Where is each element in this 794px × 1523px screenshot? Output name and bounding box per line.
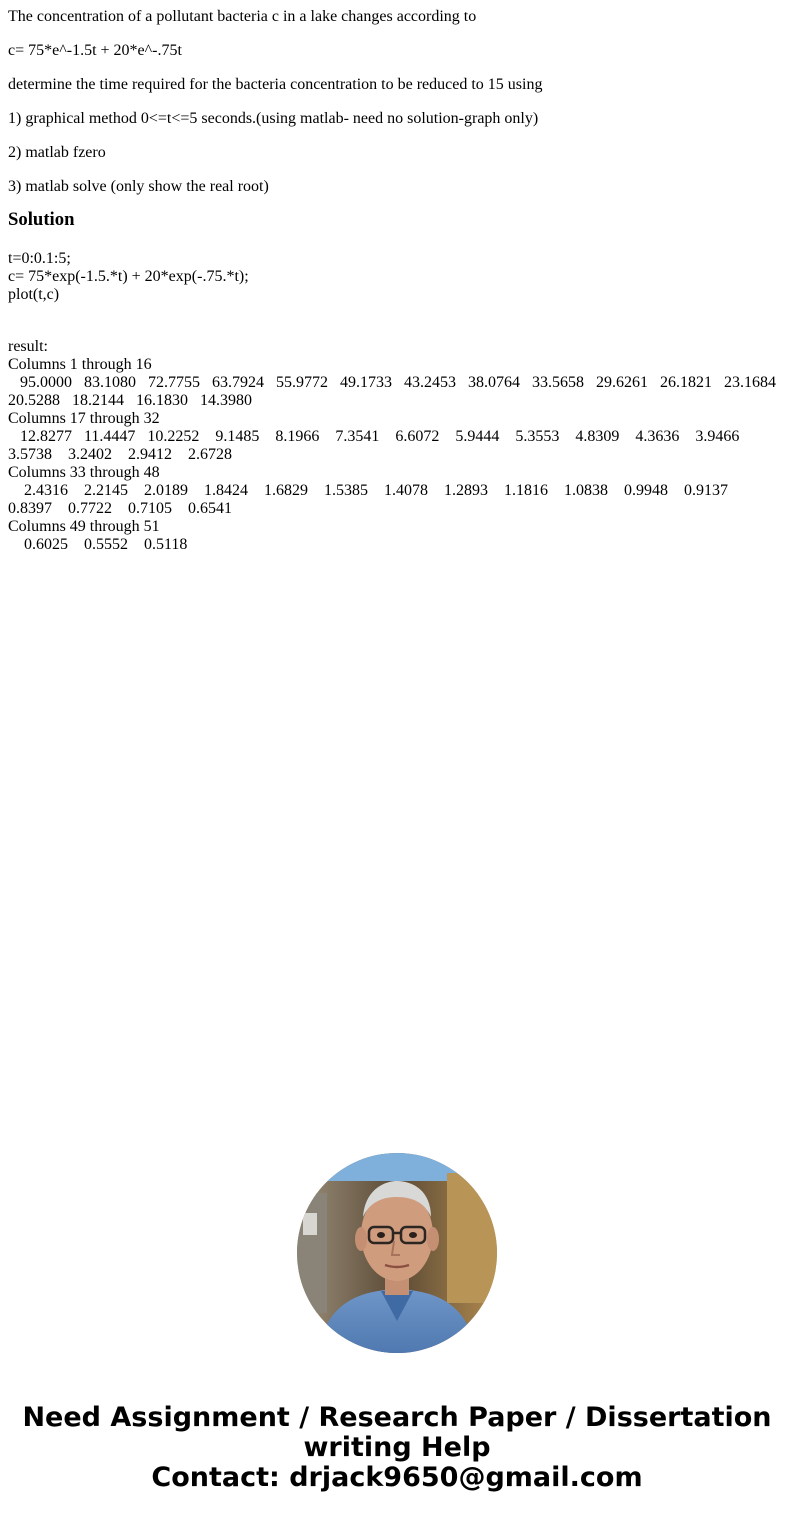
result-label: result: [8,338,48,355]
solution-heading: Solution [8,209,75,230]
avatar-portrait-image [297,1153,497,1353]
code-line: t=0:0.1:5; [8,250,71,267]
code-line: c= 75*exp(-1.5.*t) + 20*exp(-.75.*t); [8,268,249,285]
question-intro: The concentration of a pollutant bacteria c in a lake changes according to [8,8,477,25]
question-item: 2) matlab fzero [8,144,106,161]
column-group-values: 2.4316 2.2145 2.0189 1.8424 1.6829 1.5385 1.4078 1.2893 1.1816 1.0838 0.9948 0.9137 0.8397 0.7722 0.7105 0.6541 [8,482,744,517]
column-group-values: 0.6025 0.5552 0.5118 [8,536,188,553]
column-group-values: 12.8277 11.4447 10.2252 9.1485 8.1966 7.3541 6.6072 5.9444 5.3553 4.8309 4.3636 3.9466 3.5738 3.2402 2.9412 2.6728 [8,428,756,463]
promo-line: writing Help [303,1432,491,1463]
matlab-code-block [8,250,786,304]
question-task: determine the time required for the bacteria concentration to be reduced to 15 using [8,76,543,93]
column-group-values: 95.0000 83.1080 72.7755 63.7924 55.9772 49.1733 43.2453 38.0764 33.5658 29.6261 26.1821 23.1684 20.5288 18.2144 16.1830 14.3980 [8,374,788,409]
question-item: 3) matlab solve (only show the real root) [8,178,269,195]
question-item: 1) graphical method 0<=t<=5 seconds.(using matlab- need no solution-graph only) [8,110,539,127]
document-content [8,0,786,554]
question-formula: c= 75*e^-1.5t + 20*e^-.75t [8,42,182,59]
column-group-header: Columns 17 through 32 [8,410,160,427]
avatar [297,1153,497,1353]
column-group-header: Columns 33 through 48 [8,464,160,481]
column-group-header: Columns 1 through 16 [8,356,152,373]
promo-banner [0,1403,794,1493]
code-line: plot(t,c) [8,286,60,303]
column-group-header: Columns 49 through 51 [8,518,160,535]
promo-line: Need Assignment / Research Paper / Dissertation [22,1402,772,1433]
promo-contact-line: Contact: drjack9650@gmail.com [151,1462,643,1493]
